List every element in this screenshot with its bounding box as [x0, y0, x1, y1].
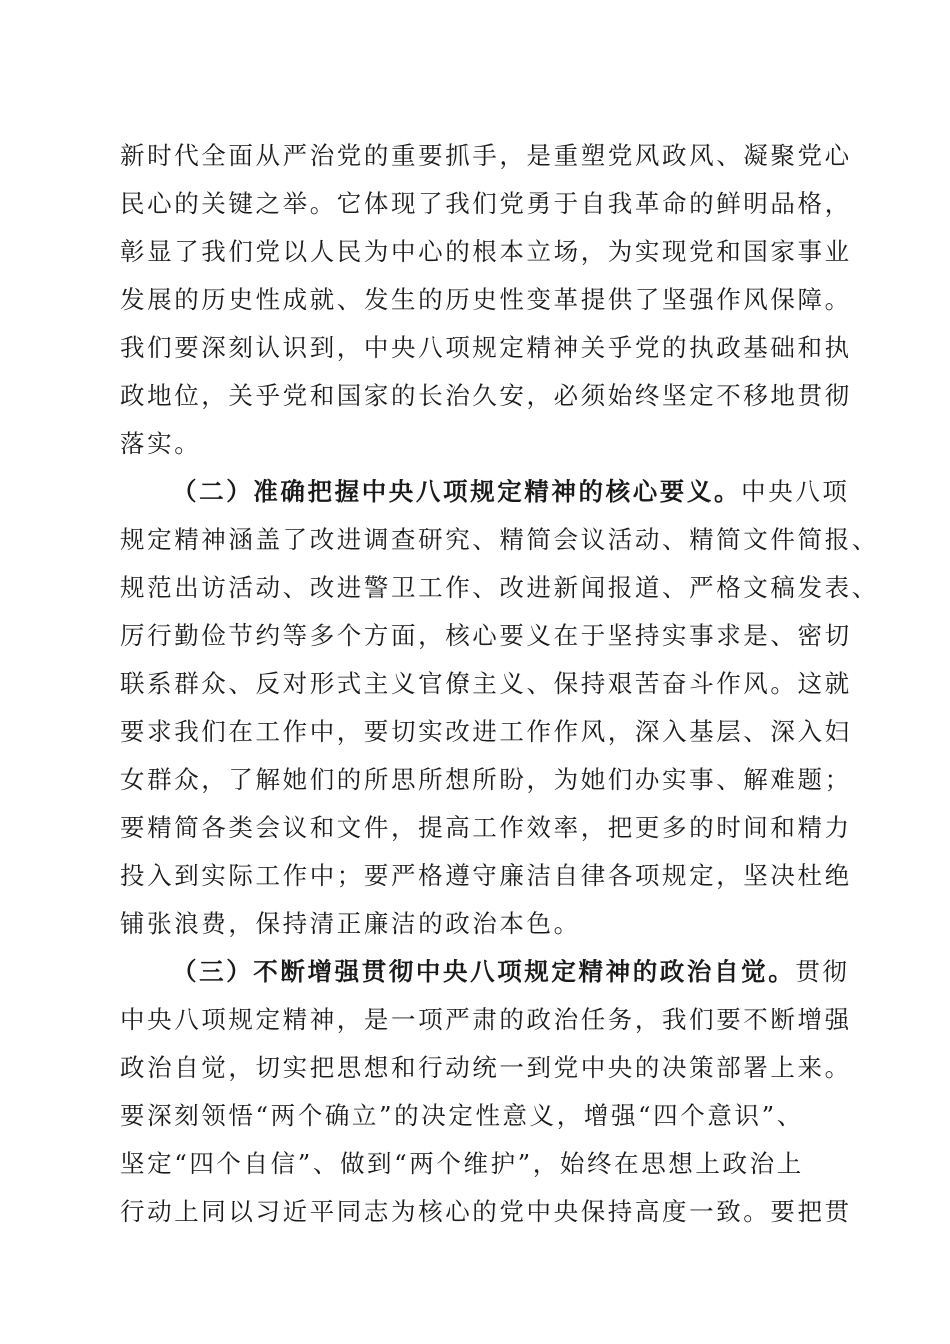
- text-line: 我们要深刻认识到，中央八项规定精神关乎党的执政基础和执: [120, 333, 852, 362]
- text-line: 新时代全面从严治党的重要抓手，是重塑党风政风、凝聚党心: [120, 141, 852, 170]
- text-line: 要深刻领悟“两个确立”的决定性意义，增强“四个意识”、: [120, 1101, 804, 1130]
- text-span: 中央八项: [741, 477, 850, 506]
- text-line: 要精简各类会议和文件，提高工作效率，把更多的时间和精力: [120, 813, 852, 842]
- text-line: 联系群众、反对形式主义官僚主义、保持艰苦奋斗作风。这就: [120, 669, 852, 698]
- section-heading: （三）不断增强贯彻中央八项规定精神的政治自觉。: [172, 957, 796, 986]
- text-line: 落实。: [120, 429, 202, 458]
- paragraph-2-first-line: [172, 472, 850, 512]
- text-line: 政地位，关乎党和国家的长治久安，必须始终坚定不移地贯彻: [120, 381, 852, 410]
- text-line: 女群众，了解她们的所思所想所盼，为她们办实事、解难题；: [120, 765, 852, 794]
- text-line: 行动上同以习近平同志为核心的党中央保持高度一致。要把贯: [120, 1197, 852, 1226]
- text-line: 规范出访活动、改进警卫工作、改进新闻报道、严格文稿发表、: [120, 573, 879, 602]
- section-heading: （二）准确把握中央八项规定精神的核心要义。: [172, 477, 742, 506]
- text-line: 规定精神涵盖了改进调查研究、精简会议活动、精简文件简报、: [120, 525, 879, 554]
- text-line: 政治自觉，切实把思想和行动统一到党中央的决策部署上来。: [120, 1053, 852, 1082]
- text-line: 发展的历史性成就、发生的历史性变革提供了坚强作风保障。: [120, 285, 852, 314]
- text-line: 坚定“四个自信”、做到“两个维护”，始终在思想上政治上: [120, 1149, 804, 1178]
- text-line: 投入到实际工作中；要严格遵守廉洁自律各项规定，坚决杜绝: [120, 861, 852, 890]
- text-line: 民心的关键之举。它体现了我们党勇于自我革命的鲜明品格，: [120, 189, 852, 218]
- text-line: 中央八项规定精神，是一项严肃的政治任务，我们要不断增强: [120, 1005, 852, 1034]
- text-span: 贯彻: [795, 957, 850, 986]
- text-line: 厉行勤俭节约等多个方面，核心要义在于坚持实事求是、密切: [120, 621, 852, 650]
- text-line: 铺张浪费，保持清正廉洁的政治本色。: [120, 909, 581, 938]
- text-line: 要求我们在工作中，要切实改进工作作风，深入基层、深入妇: [120, 717, 852, 746]
- text-line: 彰显了我们党以人民为中心的根本立场，为实现党和国家事业: [120, 237, 852, 266]
- paragraph-3-first-line: [172, 952, 850, 992]
